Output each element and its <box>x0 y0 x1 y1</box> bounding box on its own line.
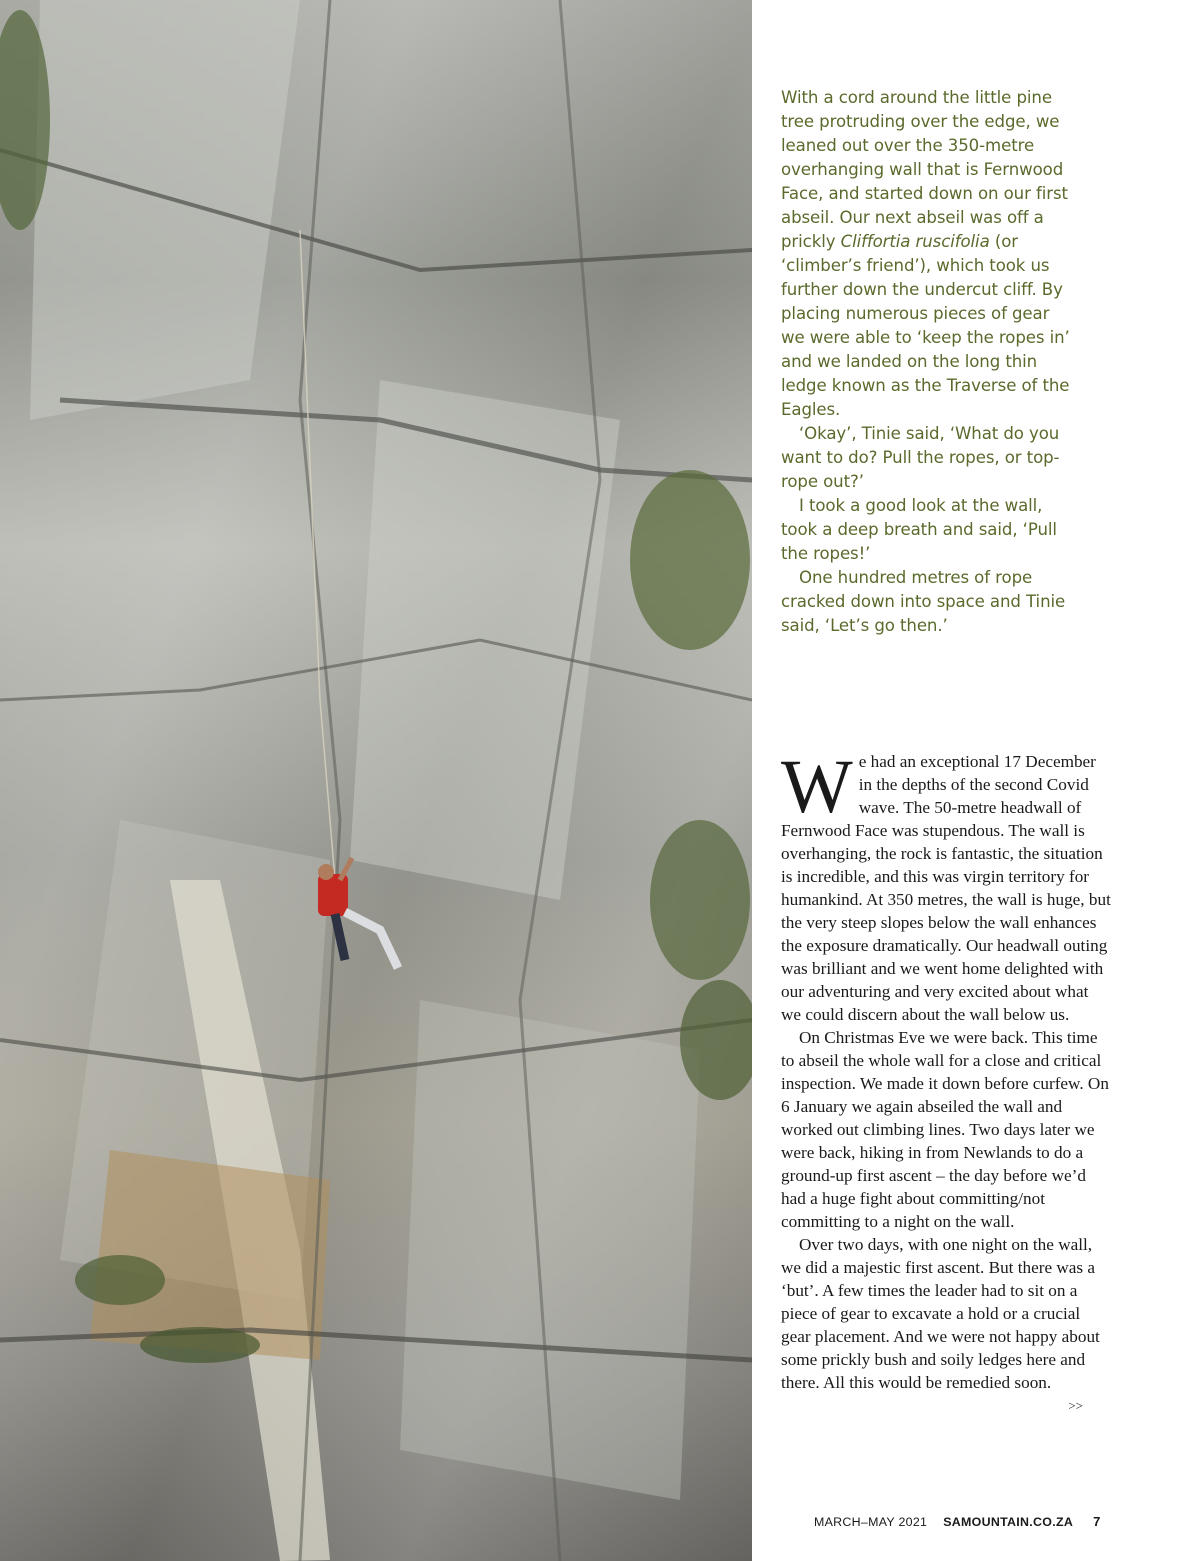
page-number: 7 <box>1093 1514 1101 1529</box>
website-url: SAMOUNTAIN.CO.ZA <box>943 1515 1074 1529</box>
article-paragraph <box>781 1233 1111 1413</box>
article-text: Over two days, with one night on the wall, we did a majestic first ascent. But there was a ‘but’. A few times the leader had to sit on a piece of gear to excavate a hold or a crucial gear placement. And we were not happy about some prickly bush and soily ledges here and there. All this would be remedied soon. <box>781 1235 1100 1392</box>
article-paragraph: On Christmas Eve we were back. This time to abseil the whole wall for a close and critical inspection. We made it down before curfew. On 6 January we again abseiled the wall and worked out climbing lines. Two days later we were back, hiking in from Newlands to do a ground-up first ascent – the day before we’d had a huge fight about committing/not committing to a night on the wall. <box>781 1028 1109 1231</box>
article-body <box>781 745 1111 1417</box>
pull-quote-paragraph: ‘Okay’, Tinie said, ‘What do you want to do? Pull the ropes, or top-rope out?’ <box>781 424 1060 491</box>
pull-quote-italic: Cliffortia ruscifolia <box>840 232 990 251</box>
pull-quote-paragraph: One hundred metres of rope cracked down into space and Tinie said, ‘Let’s go then.’ <box>781 568 1066 635</box>
continue-marker: >> <box>1068 1398 1083 1413</box>
page-footer <box>814 1514 1114 1529</box>
article-text: e had an exceptional 17 December in the depths of the second Covid wave. The 50-metre headwall of Fernwood Face was stupendous. The wall is overhanging, the rock is fantastic, the situation is incredible, and this was virgin territory for humankind. At 350 metres, the wall is huge, but the very steep slopes below the wall enhances the exposure dramatically. Our headwall outing was brilliant and we went home delighted with our adventuring and very excited about what we could discern about the wall below us. <box>781 752 1111 1024</box>
issue-date: MARCH–MAY 2021 <box>814 1515 928 1529</box>
pull-quote-text: With a cord around the little pine tree protruding over the edge, we leaned out over the 350-metre overhanging wall that is Fernwood Face, and started down on our first abseil. Our next abseil was off a prickly <box>781 88 1068 251</box>
drop-cap: W <box>781 745 853 829</box>
article-paragraph <box>781 745 1111 1026</box>
pull-quote-paragraph: I took a good look at the wall, took a deep breath and said, ‘Pull the ropes!’ <box>781 496 1057 563</box>
pull-quote-text: (or ‘climber’s friend’), which took us further down the undercut cliff. By placing numerous pieces of gear we were able to ‘keep the ropes in’ and we landed on the long thin ledge known as the Traverse of the Eagles. <box>781 232 1070 419</box>
pull-quote-paragraph <box>781 86 1071 422</box>
pull-quote <box>781 86 1071 638</box>
climber-figure <box>318 858 398 968</box>
